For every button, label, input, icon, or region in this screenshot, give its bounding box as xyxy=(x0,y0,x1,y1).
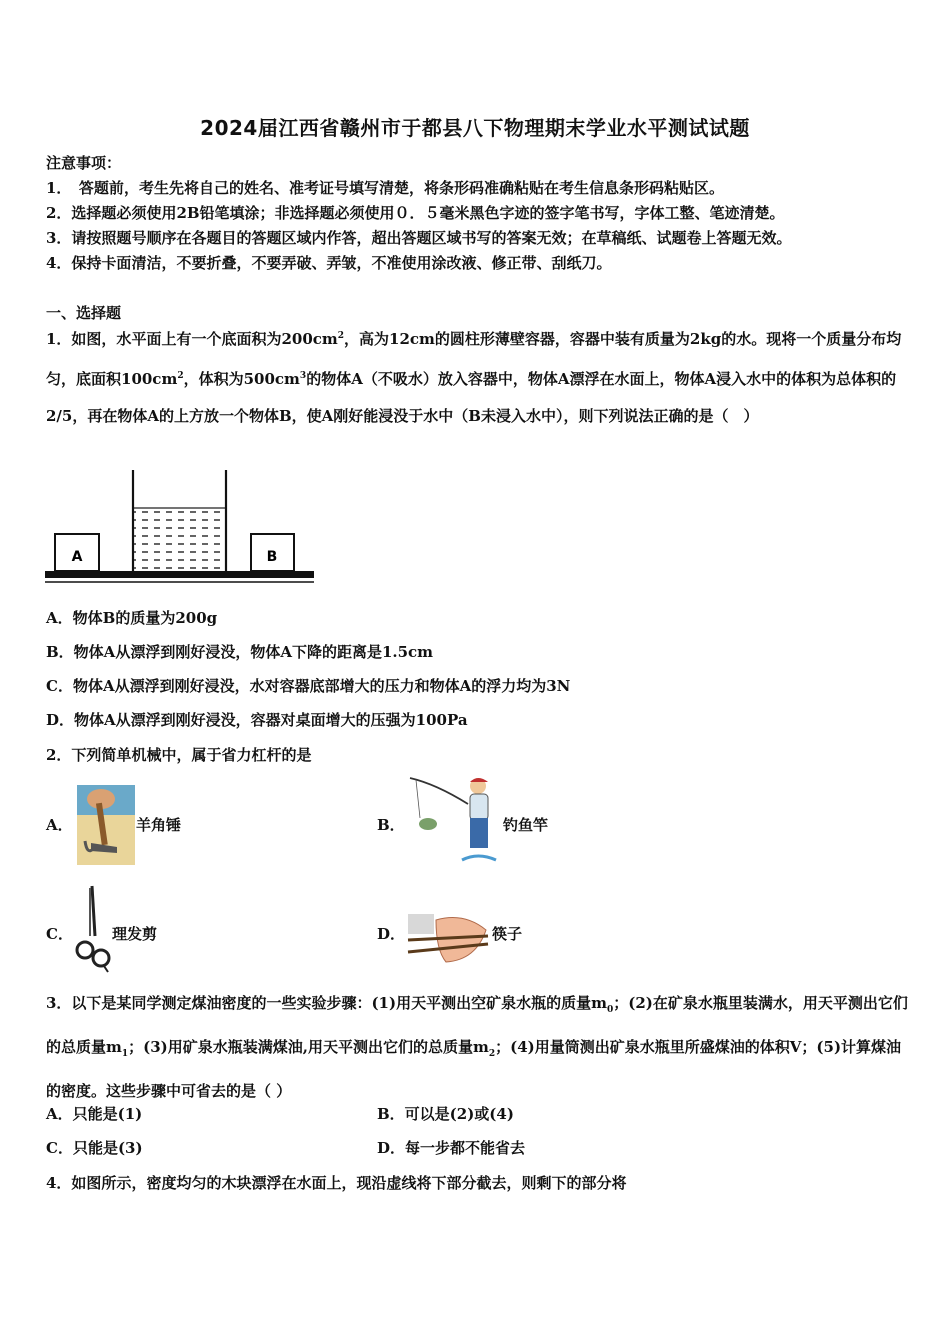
notice-item: 2．选择题必须使用2B铅笔填涂；非选择题必须使用０．５毫米黑色字迹的签字笔书写，字体工整、笔迹清楚。 xyxy=(46,204,785,222)
fishing-rod-icon xyxy=(406,774,500,866)
q3-option-d: D．每一步都不能省去 xyxy=(377,1139,526,1157)
page-title: 2024届江西省赣州市于都县八下物理期末学业水平测试试题 xyxy=(200,116,750,140)
block-b-label: B xyxy=(266,549,278,565)
question-2-stem: 2．下列简单机械中，属于省力杠杆的是 xyxy=(46,746,312,764)
q3-option-a: A．只能是(1) xyxy=(46,1105,143,1123)
q2-option-a-label: 羊角锤 xyxy=(136,816,182,834)
q2-option-a-letter: A． xyxy=(46,816,73,834)
q2-option-c-letter: C． xyxy=(46,925,73,943)
water xyxy=(134,508,225,570)
hair-scissors-icon xyxy=(74,884,112,974)
block-a xyxy=(55,534,99,571)
q2-option-b-letter: B． xyxy=(377,816,405,834)
q2-option-b-label: 钓鱼竿 xyxy=(503,816,549,834)
q1-option-c: C．物体A从漂浮到刚好浸没，水对容器底部增大的压力和物体A的浮力均为3N xyxy=(46,677,571,695)
notice-item: 1． 答题前，考生先将自己的姓名、准考证号填写清楚，将条形码准确粘贴在考生信息条形码粘贴区。 xyxy=(46,179,724,197)
claw-hammer-icon xyxy=(77,785,135,865)
notice-item: 3．请按照题号顺序在各题目的答题区域内作答，超出答题区域书写的答案无效；在草稿纸、试题卷上答题无效。 xyxy=(46,229,792,247)
section-heading: 一、选择题 xyxy=(46,304,122,322)
notice-heading: 注意事项： xyxy=(46,154,122,172)
notice-item: 4．保持卡面清洁，不要折叠，不要弄破、弄皱，不准使用涂改液、修正带、刮纸刀。 xyxy=(46,254,612,272)
block-b xyxy=(251,534,294,571)
chopsticks-icon xyxy=(406,910,490,968)
q1-option-b: B．物体A从漂浮到刚好浸没，物体A下降的距离是1.5cm xyxy=(46,643,434,661)
q2-option-c-label: 理发剪 xyxy=(112,925,158,943)
question-1-figure xyxy=(44,468,316,586)
q3-option-b: B．可以是(2)或(4) xyxy=(377,1105,514,1123)
q2-option-d-letter: D． xyxy=(377,925,406,943)
question-4-stem: 4．如图所示，密度均匀的木块漂浮在水面上，现沿虚线将下部分截去，则剩下的部分将 xyxy=(46,1174,627,1192)
q1-option-a: A．物体B的质量为200g xyxy=(46,609,218,627)
question-1-stem: 1．如图，水平面上有一个底面积为$200cm^2$，高为12cm的圆柱形薄壁容器，容器中装有质量为2kg的水。现将一个质量分布均匀，底面积$100cm^2$，体积为$500cm^3$的物体A（不吸水）放入容器中，物体A漂浮在水面上，物体A浸入水中的体积为总体积的2/5，再在物体A的上方放一个物体B，使A刚好能浸没于水中（B未浸入水中），则下列说法正确的是（ ） xyxy=(46,330,902,425)
question-3-stem: 3．以下是某同学测定煤油密度的一些实验步骤：(1)用天平测出空矿泉水瓶的质量$m_0$；(2)在矿泉水瓶里装满水，用天平测出它们的总质量$m_1$；(3)用矿泉水瓶装满煤油,用天平测出它们的总质量$m_2$；(4)用量筒测出矿泉水瓶里所盛煤油的体积V；(5)计算煤油的密度。这些步骤中可省去的是（ ） xyxy=(46,994,908,1100)
block-a-label: A xyxy=(71,549,83,565)
table-surface xyxy=(45,571,314,582)
q3-option-c: C．只能是(3) xyxy=(46,1139,143,1157)
q1-option-d: D．物体A从漂浮到刚好浸没，容器对桌面增大的压强为100Pa xyxy=(46,711,468,729)
q2-option-d-label: 筷子 xyxy=(492,925,523,943)
